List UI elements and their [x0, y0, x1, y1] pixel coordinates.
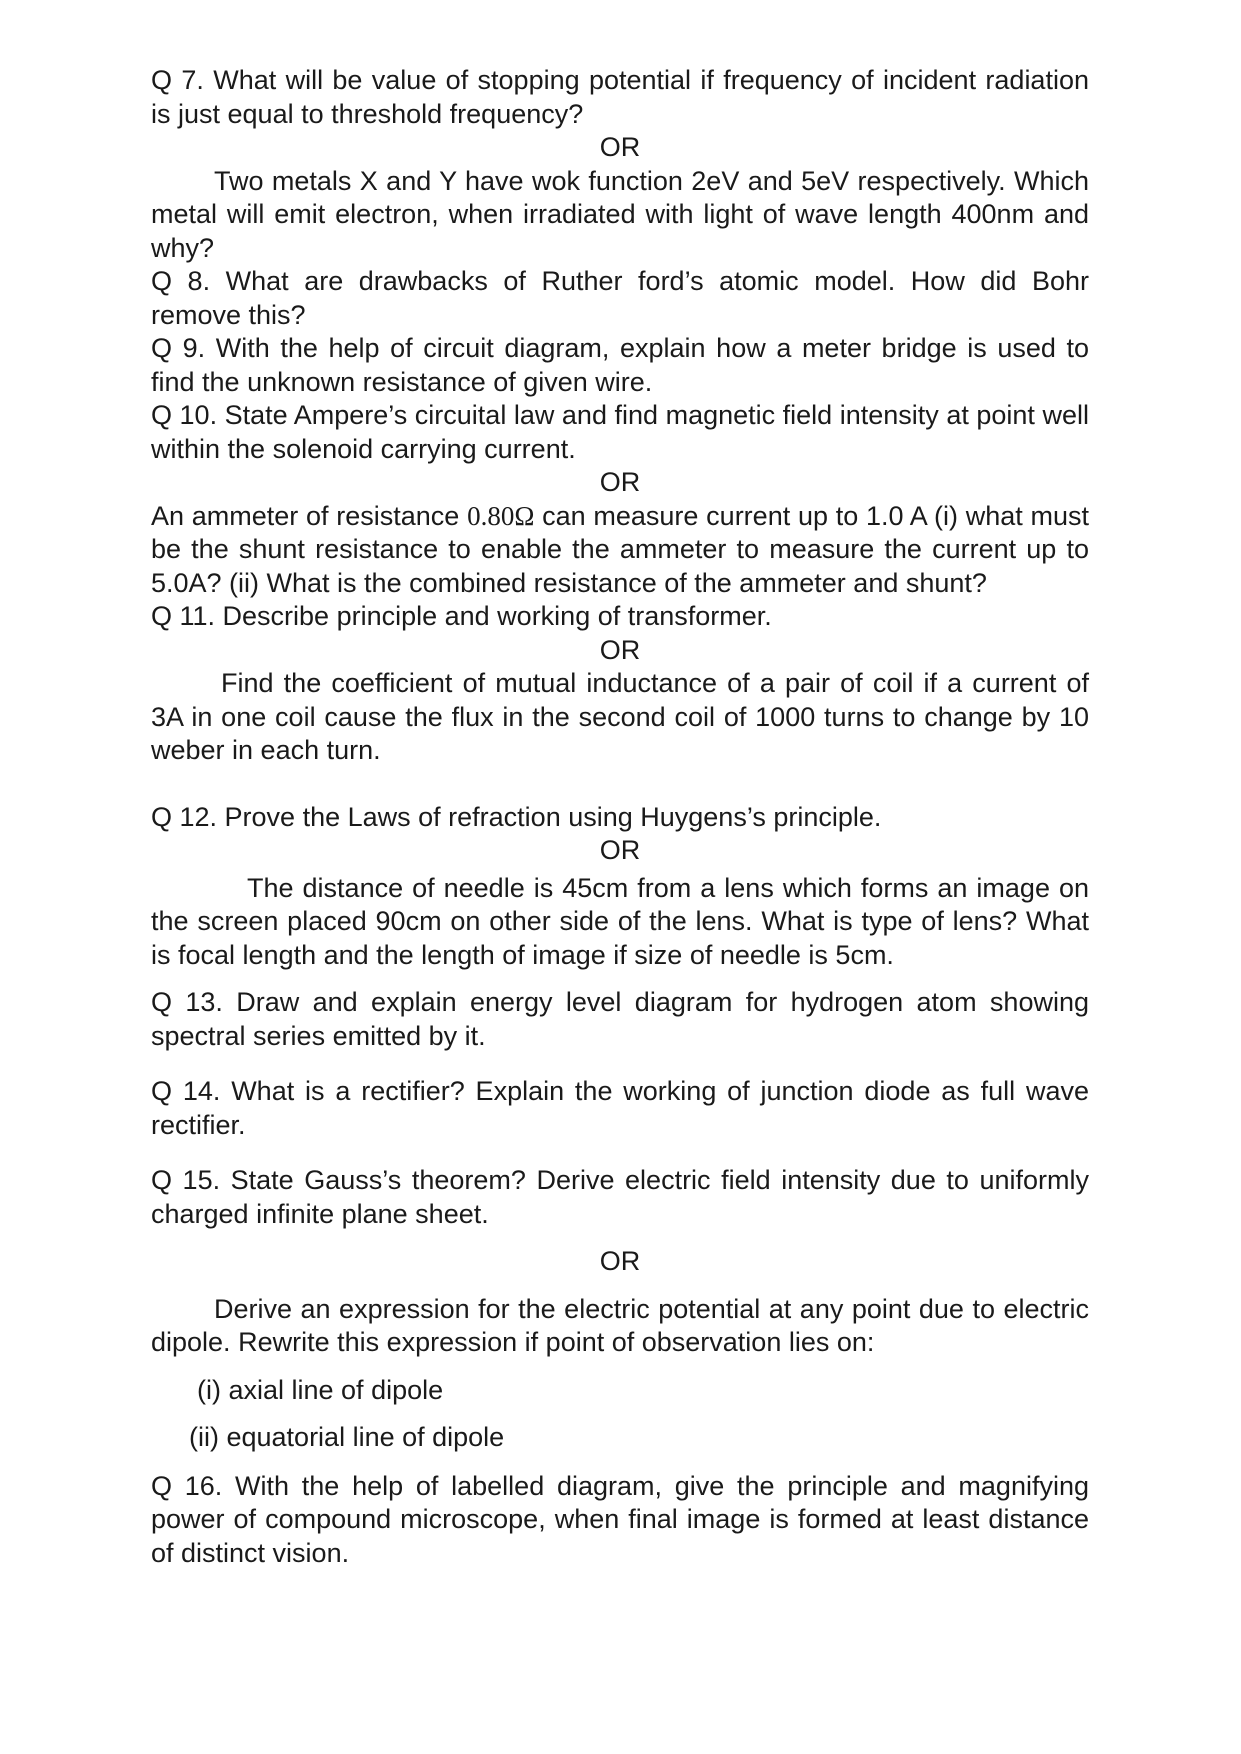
question-page	[151, 64, 1089, 1570]
question-10-alternative	[151, 500, 1089, 601]
or-separator: OR	[599, 467, 641, 497]
alt-text-prefix: An ammeter of resistance	[151, 500, 468, 531]
question-12-alternative: The distance of needle is 45cm from a lens which forms an image on the screen placed 90cm on other side of the lens. What is type of lens? What is focal length and the length of image if size of needle is 5cm.	[151, 872, 1089, 970]
resistance-value: 0.80Ω	[467, 500, 535, 531]
question-13: Q 13. Draw and explain energy level diagram for hydrogen atom showing spectral series emitted by it.	[151, 987, 1089, 1051]
question-7-alternative: Two metals X and Y have wok function 2eV and 5eV respectively. Which metal will emit electron, when irradiated with light of wave length 400nm and why?	[151, 165, 1089, 263]
question-14: Q 14. What is a rectifier? Explain the working of junction diode as full wave rectifier.	[151, 1076, 1089, 1140]
or-separator: OR	[599, 1246, 641, 1276]
question-7: Q 7. What will be value of stopping potential if frequency of incident radiation is just equal to threshold frequency?	[151, 65, 1089, 129]
question-15: Q 15. State Gauss’s theorem? Derive electric field intensity due to uniformly charged infinite plane sheet.	[151, 1165, 1089, 1229]
question-8: Q 8. What are drawbacks of Ruther ford’s atomic model. How did Bohr remove this?	[151, 266, 1089, 330]
question-11: Q 11. Describe principle and working of transformer.	[151, 601, 772, 631]
question-12: Q 12. Prove the Laws of refraction using Huygens’s principle.	[151, 801, 882, 832]
question-16: Q 16. With the help of labelled diagram, give the principle and magnifying power of compound microscope, when final image is formed at least distance of distinct vision.	[151, 1470, 1089, 1568]
sub-item-axial: (i) axial line of dipole	[197, 1374, 444, 1405]
question-11-alternative: Find the coefficient of mutual inductance of a pair of coil if a current of 3A in one coil cause the flux in the second coil of 1000 turns to change by 10 weber in each turn.	[151, 668, 1089, 765]
or-separator: OR	[599, 634, 641, 665]
question-15-alternative: Derive an expression for the electric potential at any point due to electric dipole. Rewrite this expression if point of observation lies on:	[151, 1293, 1089, 1357]
alt-text-suffix: can measure current up to 1.0 A (i) what must be the shunt resistance to enable the ammeter to measure the current up to 5.0A? (ii) What is the combined resistance of the ammeter and shunt?	[151, 500, 1089, 598]
or-separator: OR	[599, 835, 641, 865]
question-9: Q 9. With the help of circuit diagram, explain how a meter bridge is used to find the unknown resistance of given wire.	[151, 333, 1089, 397]
or-separator: OR	[599, 132, 641, 162]
sub-item-equatorial: (ii) equatorial line of dipole	[189, 1422, 505, 1452]
question-10: Q 10. State Ampere’s circuital law and find magnetic field intensity at point well within the solenoid carrying current.	[151, 400, 1089, 464]
